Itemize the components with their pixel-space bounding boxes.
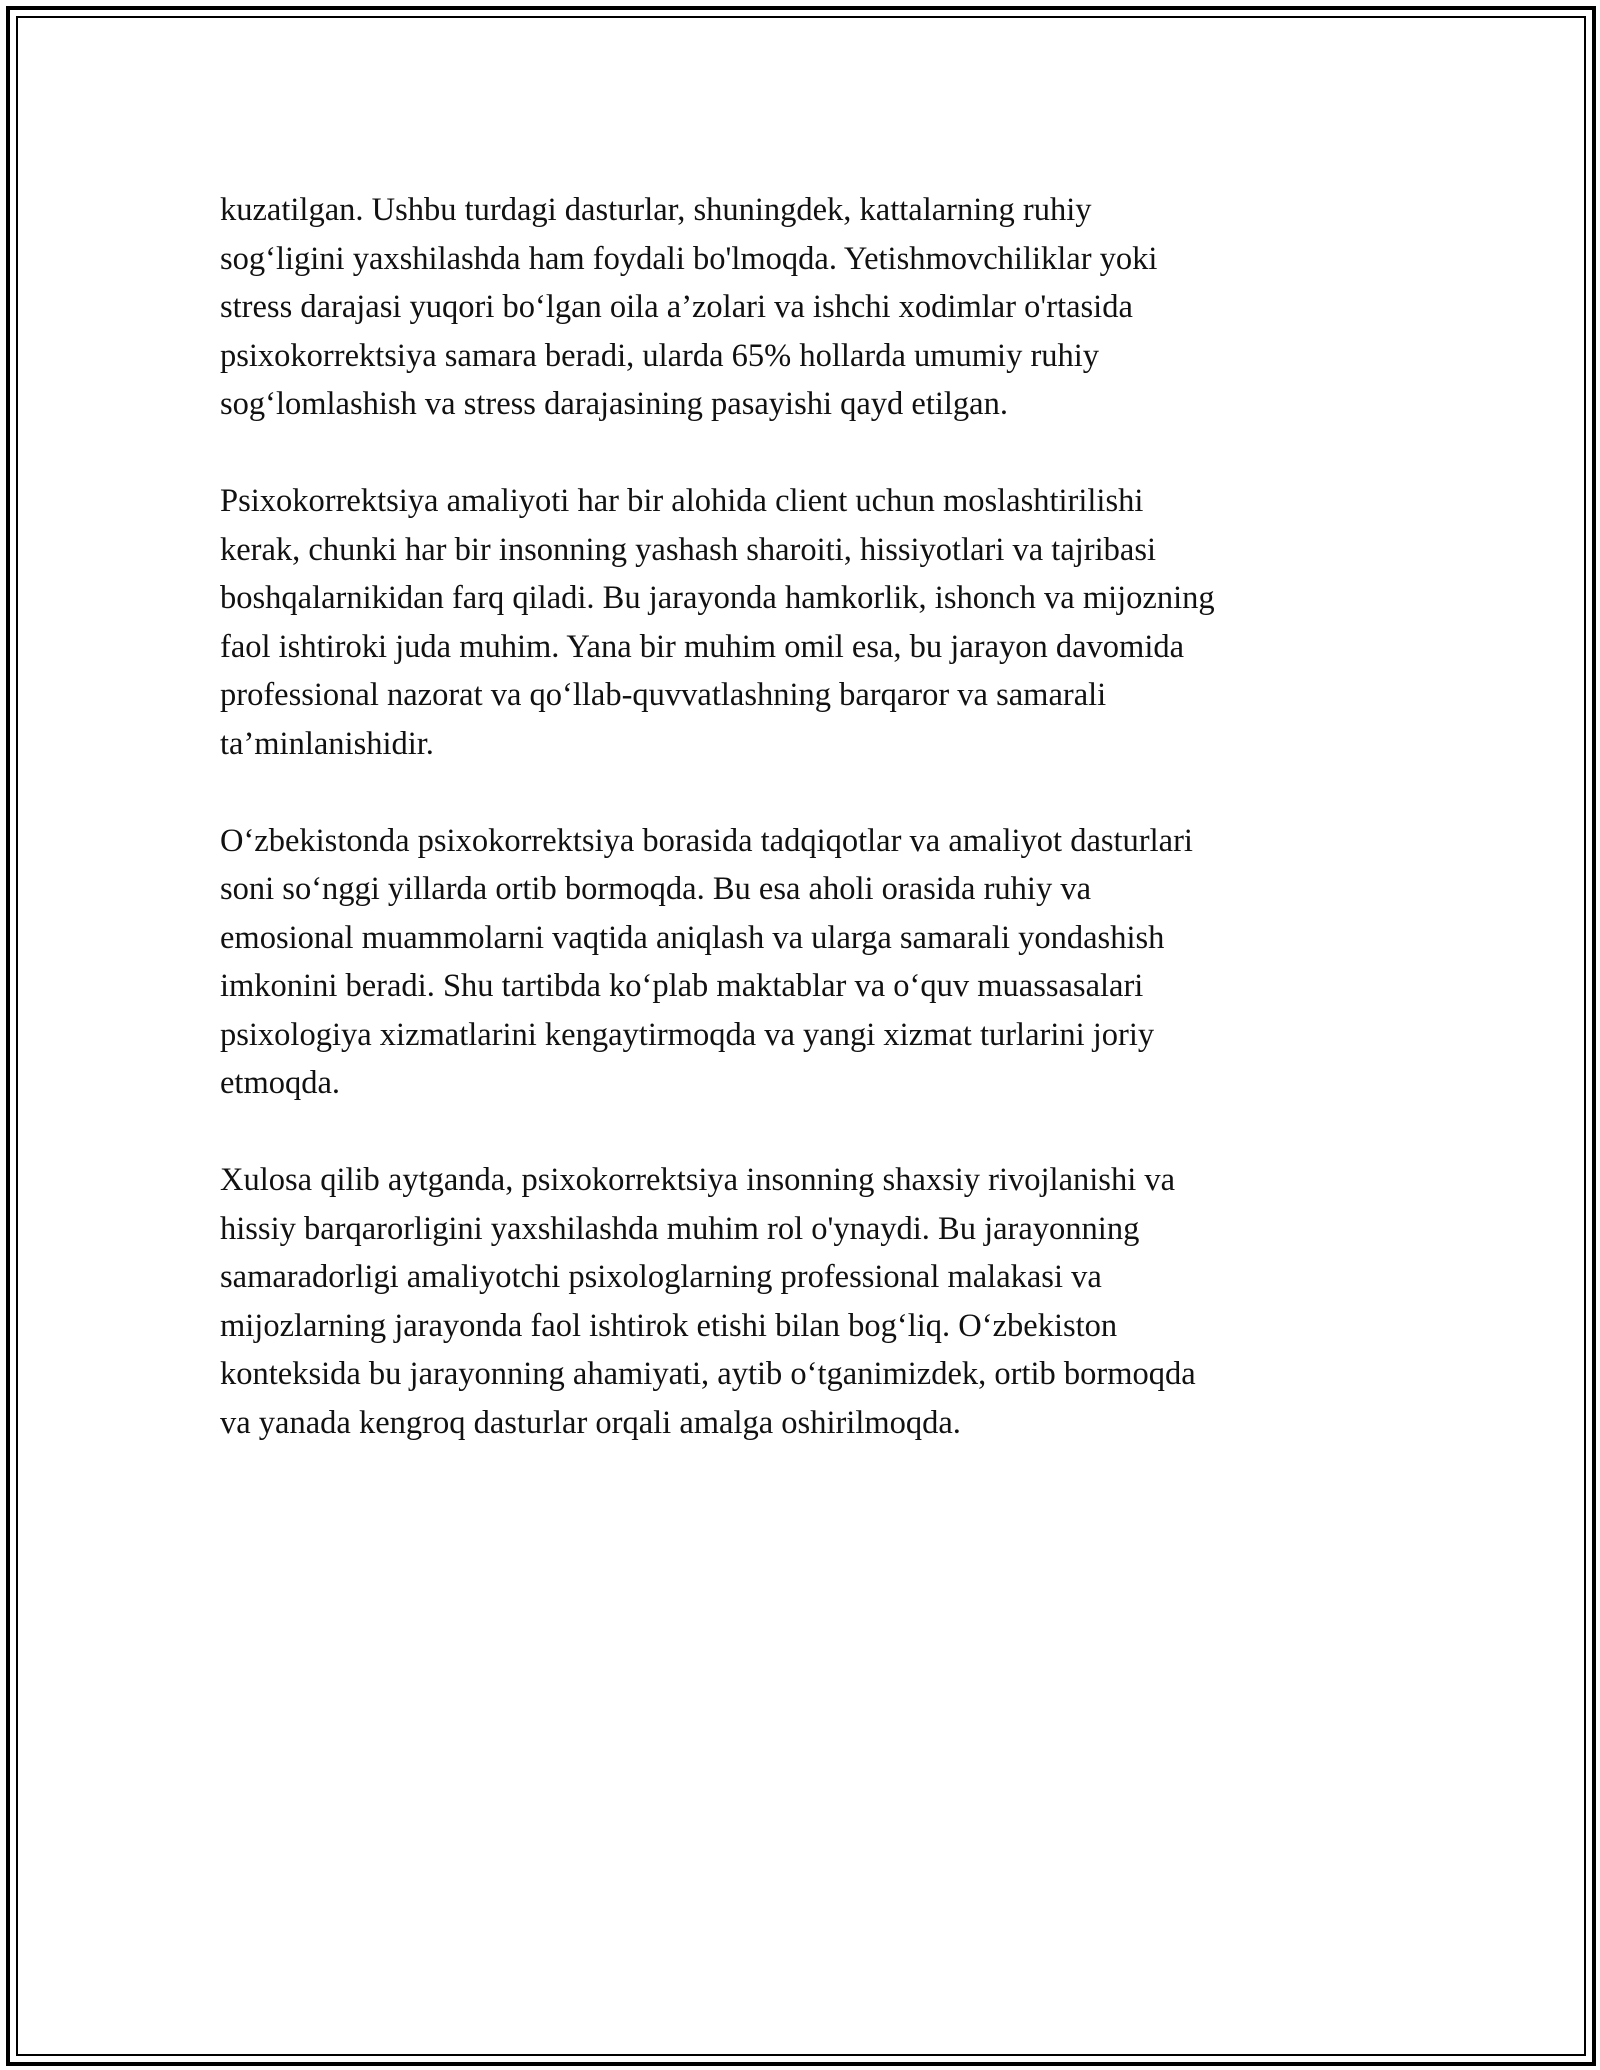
- paragraph-3: [220, 817, 1380, 1108]
- text-line: konteksida bu jarayonning ahamiyati, aytib o‘tganimizdek, ortib bormoqda: [220, 1356, 1196, 1392]
- text-line: imkonini beradi. Shu tartibda ko‘plab maktablar va o‘quv muassasalari: [220, 968, 1144, 1004]
- text-line: va yanada kengroq dasturlar orqali amalga oshirilmoqda.: [220, 1404, 961, 1441]
- text-line: professional nazorat va qo‘llab-quvvatlashning barqaror va samarali: [220, 677, 1107, 713]
- text-line: hissiy barqarorligini yaxshilashda muhim rol o'ynaydi. Bu jarayonning: [220, 1210, 1140, 1247]
- text-line: psixologiya xizmatlarini kengaytirmoqda va yangi xizmat turlarini joriy: [220, 1016, 1155, 1053]
- text-line: kuzatilgan. Ushbu turdagi dasturlar, shuningdek, kattalarning ruhiy: [220, 192, 1092, 228]
- text-line: ta’minlanishidir.: [220, 725, 434, 762]
- text-line: stress darajasi yuqori bo‘lgan oila a’zolari va ishchi xodimlar o'rtasida: [220, 289, 1133, 325]
- text-line: etmoqda.: [220, 1065, 341, 1101]
- text-line: faol ishtiroki juda muhim. Yana bir muhim omil esa, bu jarayon davomida: [220, 628, 1185, 665]
- text-line: O‘zbekistonda psixokorrektsiya borasida tadqiqotlar va amaliyot dasturlari: [220, 822, 1193, 859]
- text-line: psixokorrektsiya samara beradi, ularda 65% hollarda umumiy ruhiy: [220, 337, 1100, 374]
- text-line: Xulosa qilib aytganda, psixokorrektsiya insonning shaxsiy rivojlanishi va: [220, 1162, 1176, 1198]
- text-line: soni so‘nggi yillarda ortib bormoqda. Bu esa aholi orasida ruhiy va: [220, 871, 1092, 907]
- text-line: Psixokorrektsiya amaliyoti har bir alohida client uchun moslashtirilishi: [220, 483, 1144, 519]
- paragraph-1: [220, 186, 1380, 429]
- text-line: samaradorligi amaliyotchi psixologlarning professional malakasi va: [220, 1259, 1102, 1295]
- text-line: sog‘lomlashish va stress darajasining pasayishi qayd etilgan.: [220, 386, 1008, 422]
- text-line: emosional muammolarni vaqtida aniqlash va ularga samarali yondashish: [220, 919, 1165, 956]
- paragraph-4: [220, 1156, 1380, 1447]
- paragraph-2: [220, 477, 1380, 768]
- text-line: kerak, chunki har bir insonning yashash sharoiti, hissiyotlari va tajribasi: [220, 531, 1156, 568]
- text-line: mijozlarning jarayonda faol ishtirok etishi bilan bog‘liq. O‘zbekiston: [220, 1307, 1118, 1344]
- document-body: [220, 186, 1380, 1496]
- text-line: sog‘ligini yaxshilashda ham foydali bo'lmoqda. Yetishmovchiliklar yoki: [220, 240, 1158, 277]
- text-line: boshqalarnikidan farq qiladi. Bu jarayonda hamkorlik, ishonch va mijozning: [220, 580, 1215, 616]
